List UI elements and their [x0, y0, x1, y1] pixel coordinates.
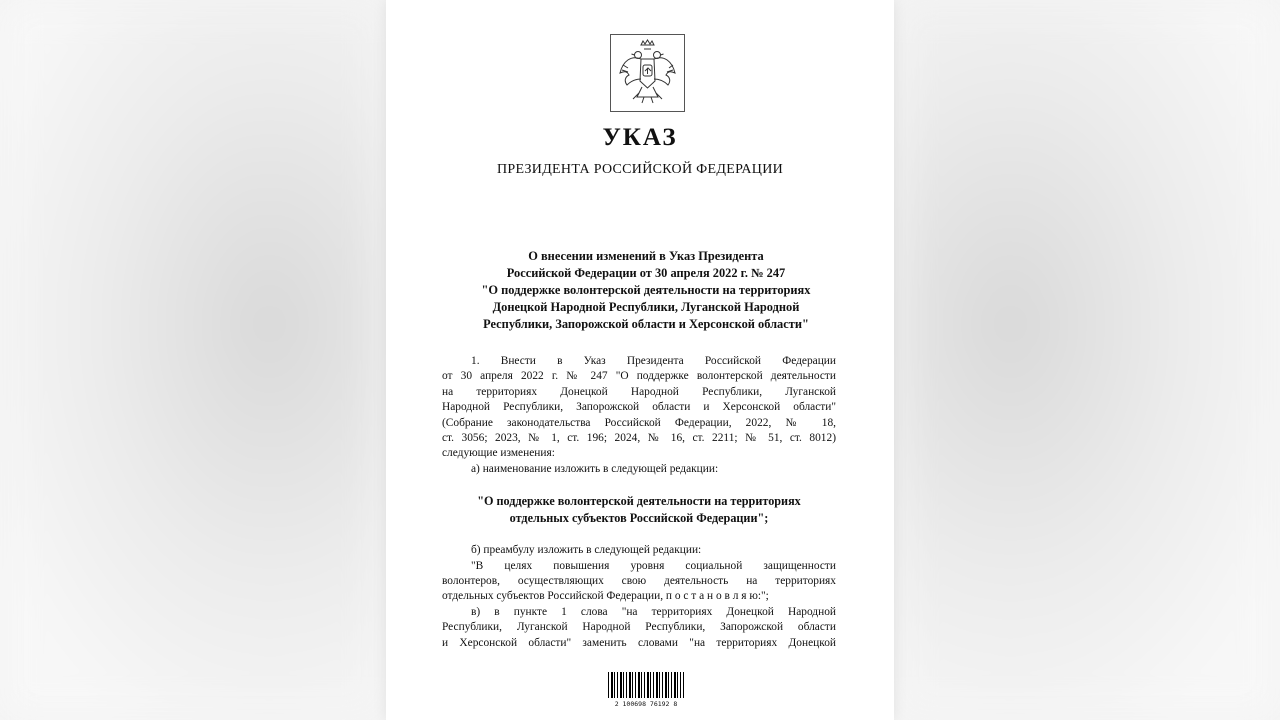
decree-heading [426, 248, 866, 333]
barcode-bars [608, 672, 684, 698]
barcode-number: 2 100698 76192 8 [614, 700, 678, 708]
decree-subtitle: ПРЕЗИДЕНТА РОССИЙСКОЙ ФЕДЕРАЦИИ [496, 162, 784, 177]
paragraph-line: на территориях Донецкой Народной Республики, Луганской [442, 385, 836, 398]
heading-line: Российской Федерации от 30 апреля 2022 г. № 247 [506, 266, 786, 280]
paragraph-line: ст. 3056; 2023, № 1, ст. 196; 2024, № 16, ст. 2211; № 51, ст. 8012) [442, 432, 836, 445]
paragraph-line: (Собрание законодательства Российской Федерации, 2022, № 18, [442, 416, 836, 429]
paragraph-line: 1. Внести в Указ Президента Российской Федерации [471, 355, 836, 367]
paragraph-line: Народной Республики, Запорожской области и Херсонской области" [442, 401, 836, 414]
paragraph-line: следующие изменения: [442, 447, 555, 460]
item-v-line: в) в пункте 1 слова "на территориях Донецкой Народной [471, 605, 836, 618]
heading-line: О внесении изменений в Указ Президента [528, 249, 764, 263]
paragraph-line: от 30 апреля 2022 г. № 247 "О поддержке волонтерской деятельности [442, 370, 836, 383]
item-v-line: Республики, Луганской Народной Республики, Запорожской области [442, 621, 836, 634]
heading-line: "О поддержке волонтерской деятельности на территориях [481, 283, 811, 297]
document-page [386, 0, 894, 720]
decree-title: УКАЗ [602, 124, 678, 151]
decree-body [442, 354, 836, 651]
preamble-line: отдельных субъектов Российской Федерации, п о с т а н о в л я ю:"; [442, 590, 769, 603]
preamble-line: волонтеров, осуществляющих свою деятельность на территориях [442, 575, 836, 588]
item-a: а) наименование изложить в следующей редакции: [471, 462, 719, 475]
item-b: б) преамбулу изложить в следующей редакции: [471, 544, 702, 557]
coat-of-arms-icon [610, 34, 685, 112]
blurred-background-right [895, 0, 1280, 720]
quote-line: отдельных субъектов Российской Федерации"; [509, 511, 769, 526]
barcode [604, 672, 688, 712]
heading-line: Республики, Запорожской области и Херсонской области" [483, 317, 809, 331]
preamble-line: "В целях повышения уровня социальной защищенности [471, 559, 836, 572]
item-v-line: и Херсонской области" заменить словами "на территориях Донецкой [442, 636, 836, 649]
quote-line: "О поддержке волонтерской деятельности на территориях [477, 494, 801, 509]
heading-line: Донецкой Народной Республики, Луганской Народной [492, 300, 800, 314]
new-title-quote [442, 493, 836, 527]
blurred-background-left [0, 0, 385, 720]
